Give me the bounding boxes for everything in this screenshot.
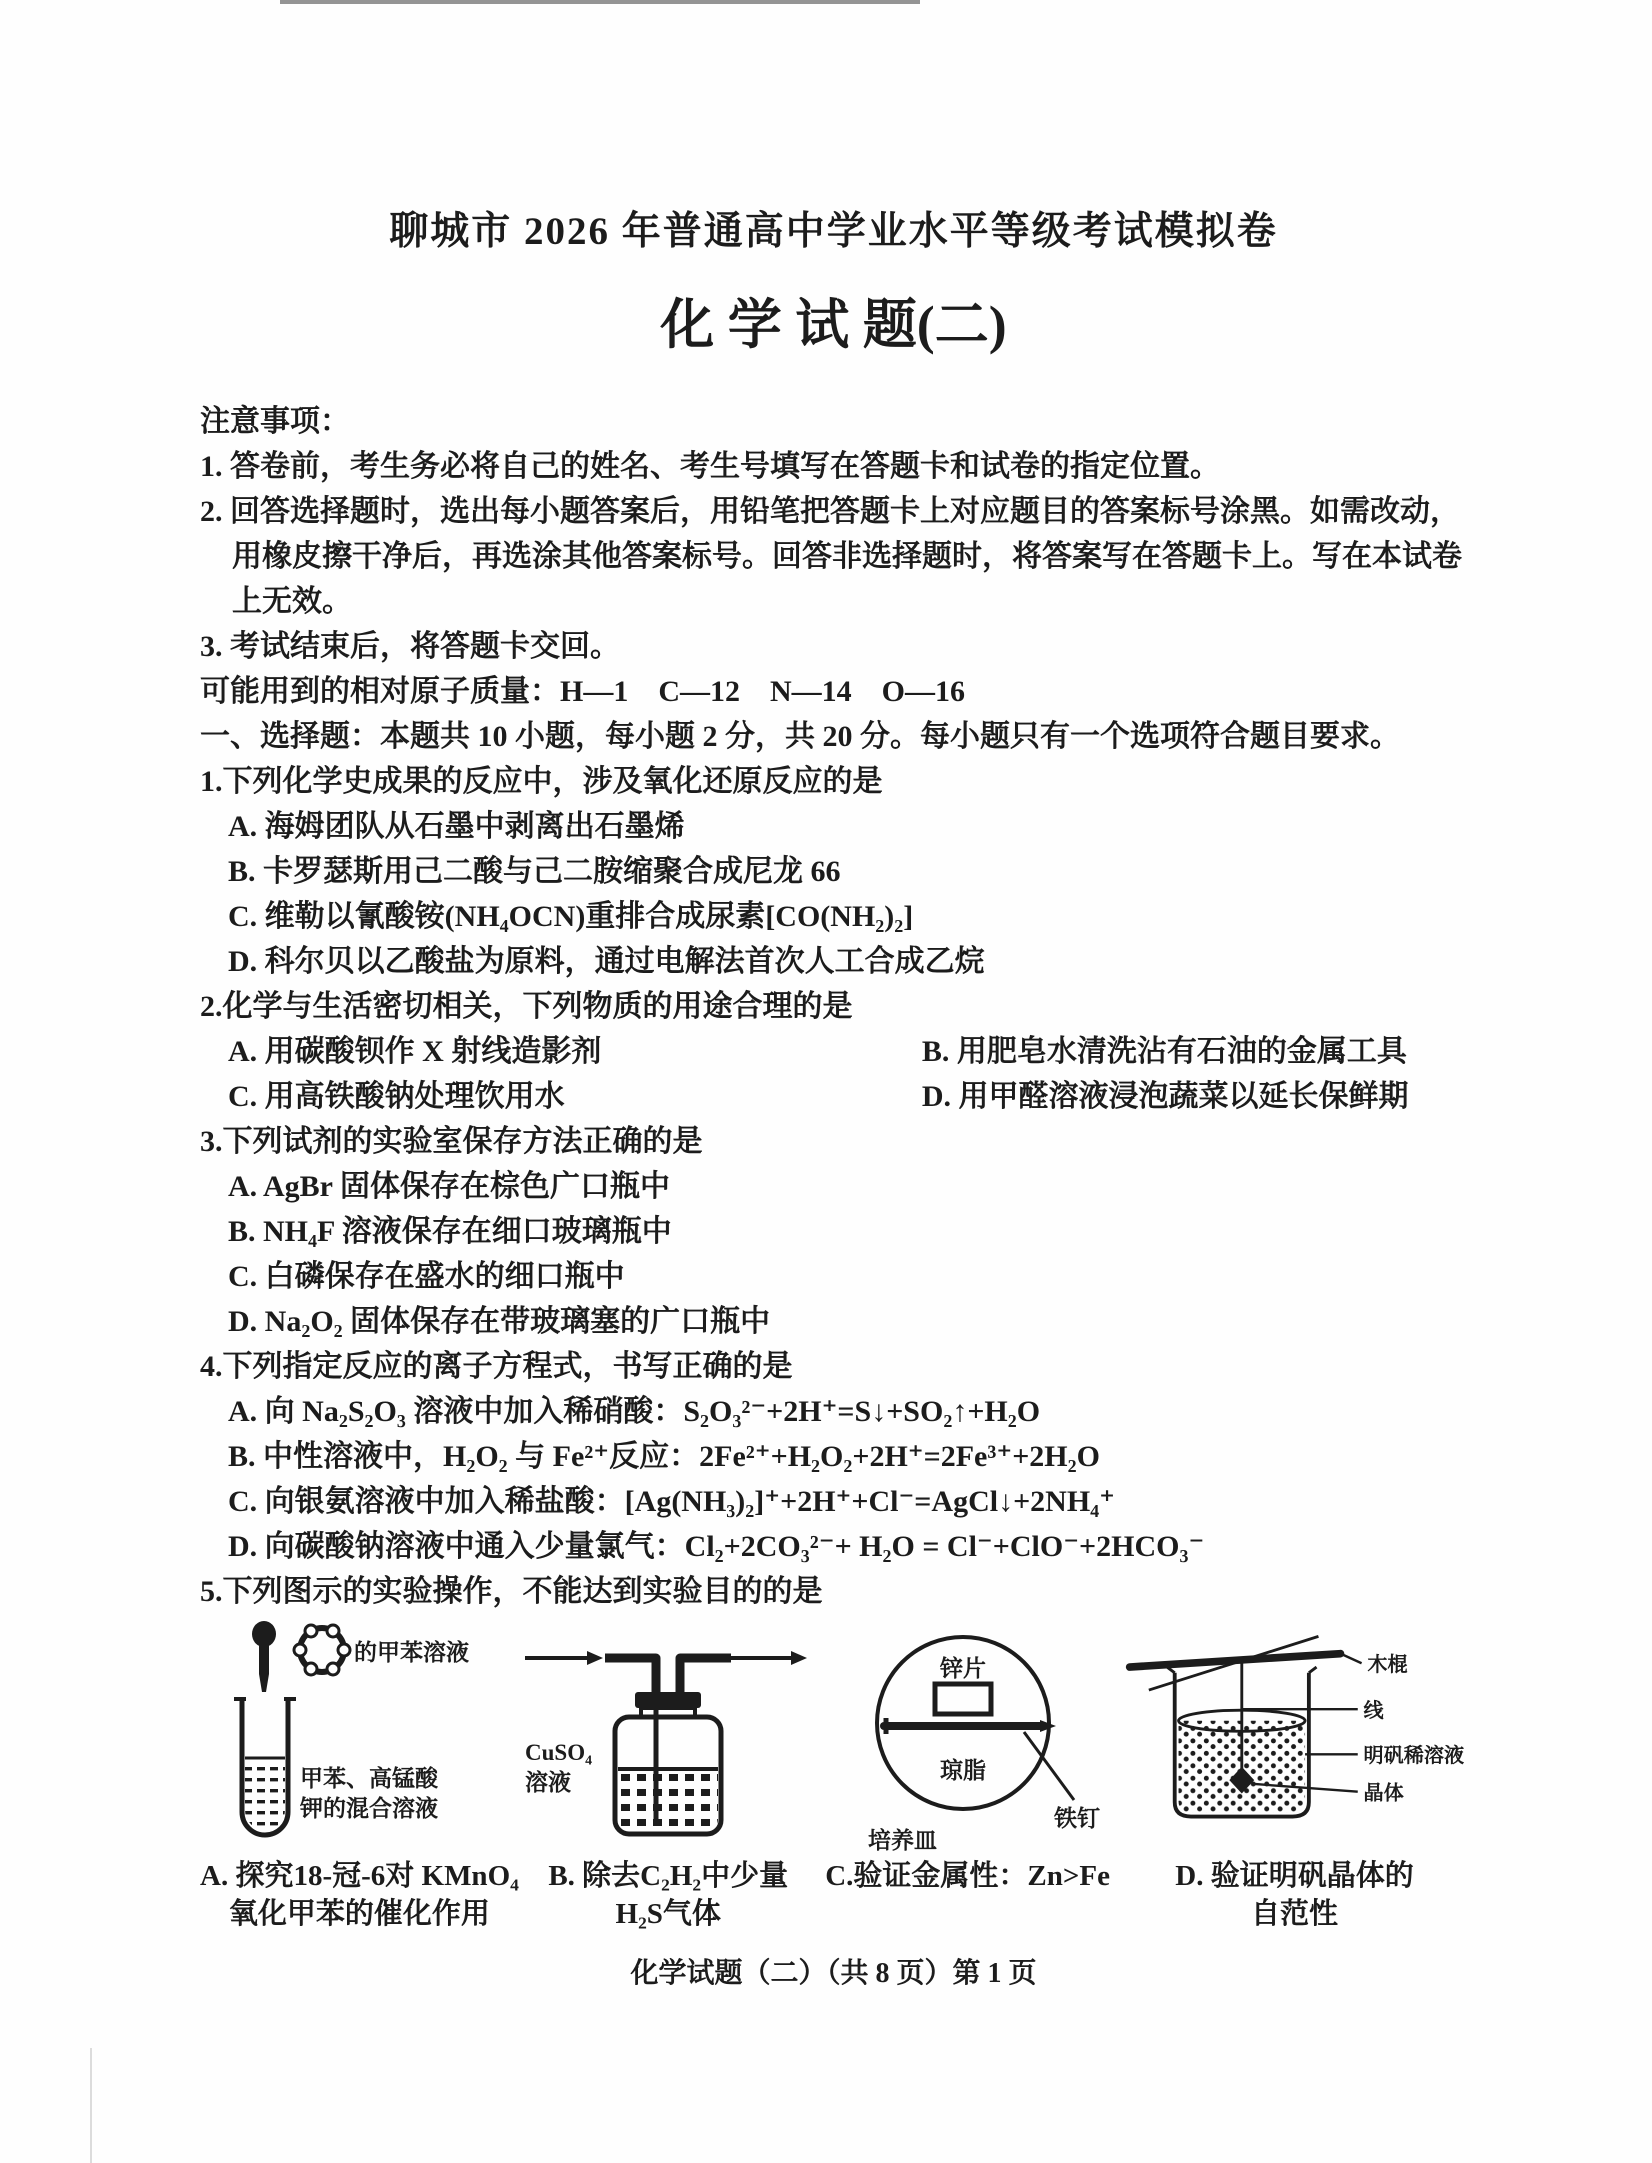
question-2-stem: 2.化学与生活密切相关，下列物质的用途合理的是: [200, 990, 853, 1023]
cuso4-label-line2: 溶液: [525, 1770, 572, 1795]
scan-artifact: [90, 2048, 92, 2163]
question-block-5: [200, 1569, 1467, 1933]
gas-washing-bottle-diagram: [523, 1620, 813, 1855]
page-title: 聊城市 2026 年普通高中学业水平等级考试模拟卷: [389, 210, 1278, 253]
atomic-mass-values: H—1 C—12 N—14 O—16: [560, 675, 965, 708]
zinc-piece-label: 锌片: [939, 1656, 986, 1681]
figure-a-caption-line1: A. 探究18-冠-6对 KMnO₄: [200, 1860, 519, 1892]
figure-b-caption-line2: H₂S气体: [615, 1898, 721, 1930]
question-4-option-a: A. 向 Na₂S₂O₃ 溶液中加入稀硝酸：S₂O₃²⁻+2H⁺=S↓+SO₂↑+H₂O: [228, 1395, 1041, 1428]
wash-bottle-icon: [605, 1658, 731, 1834]
page-footer: 化学试题（二）（共 8 页）第 1 页: [630, 1958, 1037, 1989]
question-2-option-a: A. 用碳酸钡作 X 射线造影剂: [228, 1035, 602, 1068]
dropper-icon: [252, 1621, 276, 1692]
alum-beaker-diagram: [1122, 1620, 1467, 1855]
figure-d-beaker: [1122, 1620, 1467, 1933]
question-1-option-a: A. 海姆团队从石墨中剥离出石墨烯: [228, 810, 685, 843]
scan-artifact: [280, 0, 920, 4]
figure-c-caption-line1: C.验证金属性：Zn>Fe: [825, 1860, 1110, 1892]
figure-d-caption-line2: 自范性: [1250, 1898, 1338, 1930]
question-3-stem: 3.下列试剂的实验室保存方法正确的是: [200, 1125, 703, 1158]
figure-b-caption-line1: B. 除去C₂H₂中少量: [548, 1860, 789, 1892]
question-1-option-c: C. 维勒以氰酸铵(NH₄OCN)重排合成尿素[CO(NH₂)₂]: [228, 900, 914, 933]
question-block-2: [200, 984, 1467, 1119]
crown-ether-icon: [294, 1625, 350, 1675]
notice-item-1: 1. 答卷前，考生务必将自己的姓名、考生号填写在答题卡和试卷的指定位置。: [200, 450, 1220, 483]
agar-label: 琼脂: [939, 1758, 986, 1783]
atomic-mass-label: 可能用到的相对原子质量：: [200, 675, 560, 708]
test-tube-icon: [234, 1699, 296, 1835]
tube-content-label-line1: 甲苯、高锰酸: [300, 1766, 439, 1791]
crystal-label: 晶体: [1363, 1782, 1404, 1805]
notice-heading: 注意事项：: [200, 405, 350, 438]
figure-b-caption: [548, 1857, 788, 1933]
question-block-3: [200, 1119, 1467, 1344]
cuso4-label-line1: CuSO₄: [525, 1740, 593, 1765]
question-2-options: [200, 1029, 1467, 1119]
test-tube-diagram: [204, 1620, 514, 1855]
wooden-stick-icon: [1130, 1636, 1362, 1690]
figure-d-caption: [1175, 1857, 1413, 1933]
question-5-stem: 5.下列图示的实验操作，不能达到实验目的的是: [200, 1575, 823, 1608]
question-4-option-b: B. 中性溶液中，H₂O₂ 与 Fe²⁺反应：2Fe²⁺+H₂O₂+2H⁺=2Fe³⁺+2H₂O: [228, 1440, 1100, 1473]
figure-c-caption: [825, 1857, 1110, 1895]
iron-nail-label: 铁钉: [1053, 1806, 1100, 1831]
figure-a-caption-line2: 氧化甲苯的催化作用: [228, 1898, 490, 1930]
notice-item-2: 2. 回答选择题时，选出每小题答案后，用铅笔把答题卡上对应题目的答案标号涂黑。如需改动，用橡皮擦干净后，再选涂其他答案标号。回答非选择题时，将答案写在答题卡上。写在本试卷上无效。: [200, 495, 1462, 618]
question-block-4: [200, 1344, 1467, 1569]
question-block-1: [200, 759, 1467, 984]
question-2-option-b: B. 用肥皂水清洗沾有石油的金属工具: [921, 1035, 1407, 1068]
notice-item-3: 3. 考试结束后，将答题卡交回。: [200, 630, 620, 663]
question-4-stem: 4.下列指定反应的离子方程式，书写正确的是: [200, 1350, 793, 1383]
figure-c-petri-dish: [818, 1620, 1118, 1895]
page-subtitle: 化 学 试 题(二): [660, 295, 1007, 355]
question-3-option-b: B. NH₄F 溶液保存在细口玻璃瓶中: [228, 1215, 672, 1248]
toluene-solution-label: 的甲苯溶液: [354, 1640, 470, 1665]
section-1-heading: 一、选择题：本题共 10 小题，每小题 2 分，共 20 分。每小题只有一个选项符合题目要求。: [200, 720, 1400, 753]
atomic-mass-line: [200, 669, 1467, 714]
thread-label: 线: [1363, 1699, 1384, 1722]
petri-dish-label: 培养皿: [867, 1828, 937, 1853]
question-4-option-d: D. 向碳酸钠溶液中通入少量氯气：Cl₂+2CO₃²⁻+ H₂O = Cl⁻+ClO⁻+2HCO₃⁻: [228, 1530, 1205, 1563]
alum-solution-label: 明矾稀溶液: [1363, 1744, 1465, 1767]
question-2-option-d: D. 用甲醛溶液浸泡蔬菜以延长保鲜期: [921, 1080, 1409, 1113]
figure-a-caption: [200, 1857, 519, 1933]
question-1-option-d: D. 科尔贝以乙酸盐为原料，通过电解法首次人工合成乙烷: [228, 945, 985, 978]
question-3-option-d: D. Na₂O₂ 固体保存在带玻璃塞的广口瓶中: [228, 1305, 771, 1338]
figure-d-caption-line1: D. 验证明矾晶体的: [1175, 1860, 1414, 1892]
question-1-option-b: B. 卡罗瑟斯用己二酸与己二胺缩聚合成尼龙 66: [228, 855, 841, 888]
wooden-stick-label: 木棍: [1367, 1653, 1408, 1676]
question-2-option-c: C. 用高铁酸钠处理饮用水: [228, 1080, 565, 1113]
question-5-figures: [200, 1620, 1467, 1933]
figure-b-gas-bottle: [523, 1620, 813, 1933]
figure-a-test-tube: [200, 1620, 519, 1933]
petri-dish-diagram: [818, 1620, 1118, 1855]
tube-content-label-line2: 钾的混合溶液: [300, 1796, 439, 1821]
gas-flow-arrows-icon: [525, 1651, 807, 1665]
question-3-option-c: C. 白磷保存在盛水的细口瓶中: [228, 1260, 625, 1293]
question-3-option-a: A. AgBr 固体保存在棕色广口瓶中: [228, 1170, 670, 1203]
question-1-stem: 1.下列化学史成果的反应中，涉及氧化还原反应的是: [200, 765, 883, 798]
question-4-option-c: C. 向银氨溶液中加入稀盐酸：[Ag(NH₃)₂]⁺+2H⁺+Cl⁻=AgCl↓+2NH₄⁺: [228, 1485, 1115, 1518]
